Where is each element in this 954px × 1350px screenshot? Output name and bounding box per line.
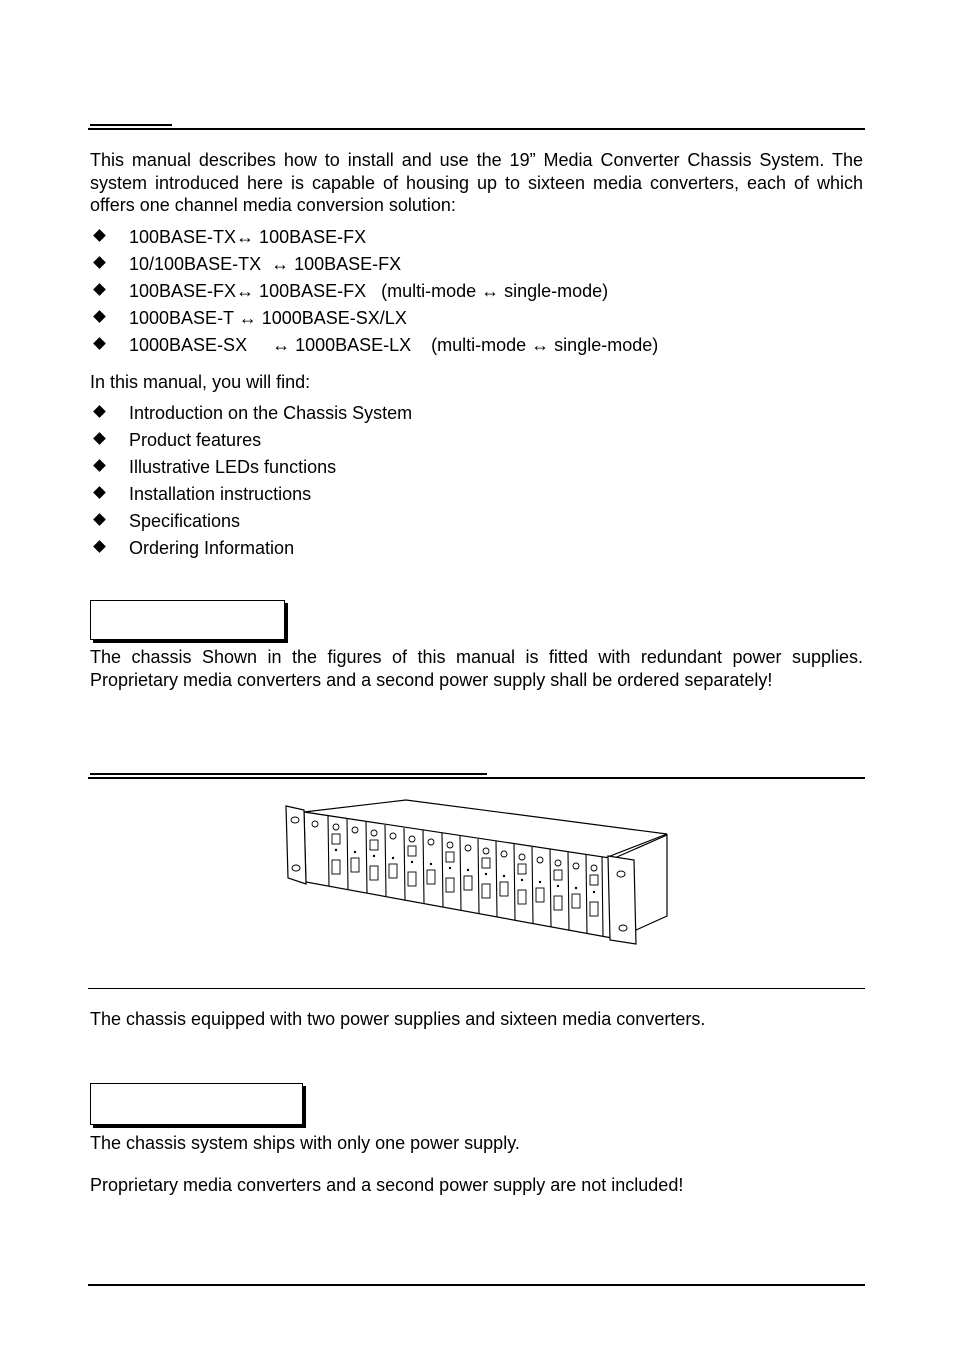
- figure-caption: The chassis equipped with two power supplies and sixteen media converters.: [90, 1009, 706, 1029]
- diamond-bullet-icon: [93, 486, 106, 499]
- note-text: The chassis Shown in the figures of this manual is fitted with redundant power supplies. Proprietary media converters and a second power supply shall be ordered separately!: [90, 647, 863, 690]
- diamond-bullet-icon: [93, 310, 106, 323]
- diamond-bullet-icon: [93, 540, 106, 553]
- section-divider: [88, 777, 865, 779]
- note-label-box: [90, 600, 285, 640]
- section-heading-underline: [90, 773, 487, 775]
- section-divider: [88, 128, 865, 130]
- diamond-bullet-icon: [93, 432, 106, 445]
- note-text-line: Proprietary media converters and a second power supply are not included!: [90, 1175, 684, 1195]
- diamond-bullet-icon: [93, 256, 106, 269]
- diamond-bullet-icon: [93, 405, 106, 418]
- section-heading-underline: [90, 124, 172, 126]
- find-intro-text: In this manual, you will find:: [90, 372, 311, 392]
- figure-divider: [88, 988, 865, 989]
- diamond-bullet-icon: [93, 459, 106, 472]
- intro-paragraph: This manual describes how to install and use the 19” Media Converter Chassis System. The system introduced here is capable of housing up to sixteen media converters, each of which offers one channel media conversion solution:: [90, 150, 863, 215]
- note-label-box: [90, 1083, 303, 1125]
- diamond-bullet-icon: [93, 229, 106, 242]
- diamond-bullet-icon: [93, 337, 106, 350]
- footer-divider: [88, 1284, 865, 1286]
- diamond-bullet-icon: [93, 283, 106, 296]
- diamond-bullet-icon: [93, 513, 106, 526]
- note-text-line: The chassis system ships with only one power supply.: [90, 1133, 520, 1153]
- chassis-illustration: [284, 798, 670, 946]
